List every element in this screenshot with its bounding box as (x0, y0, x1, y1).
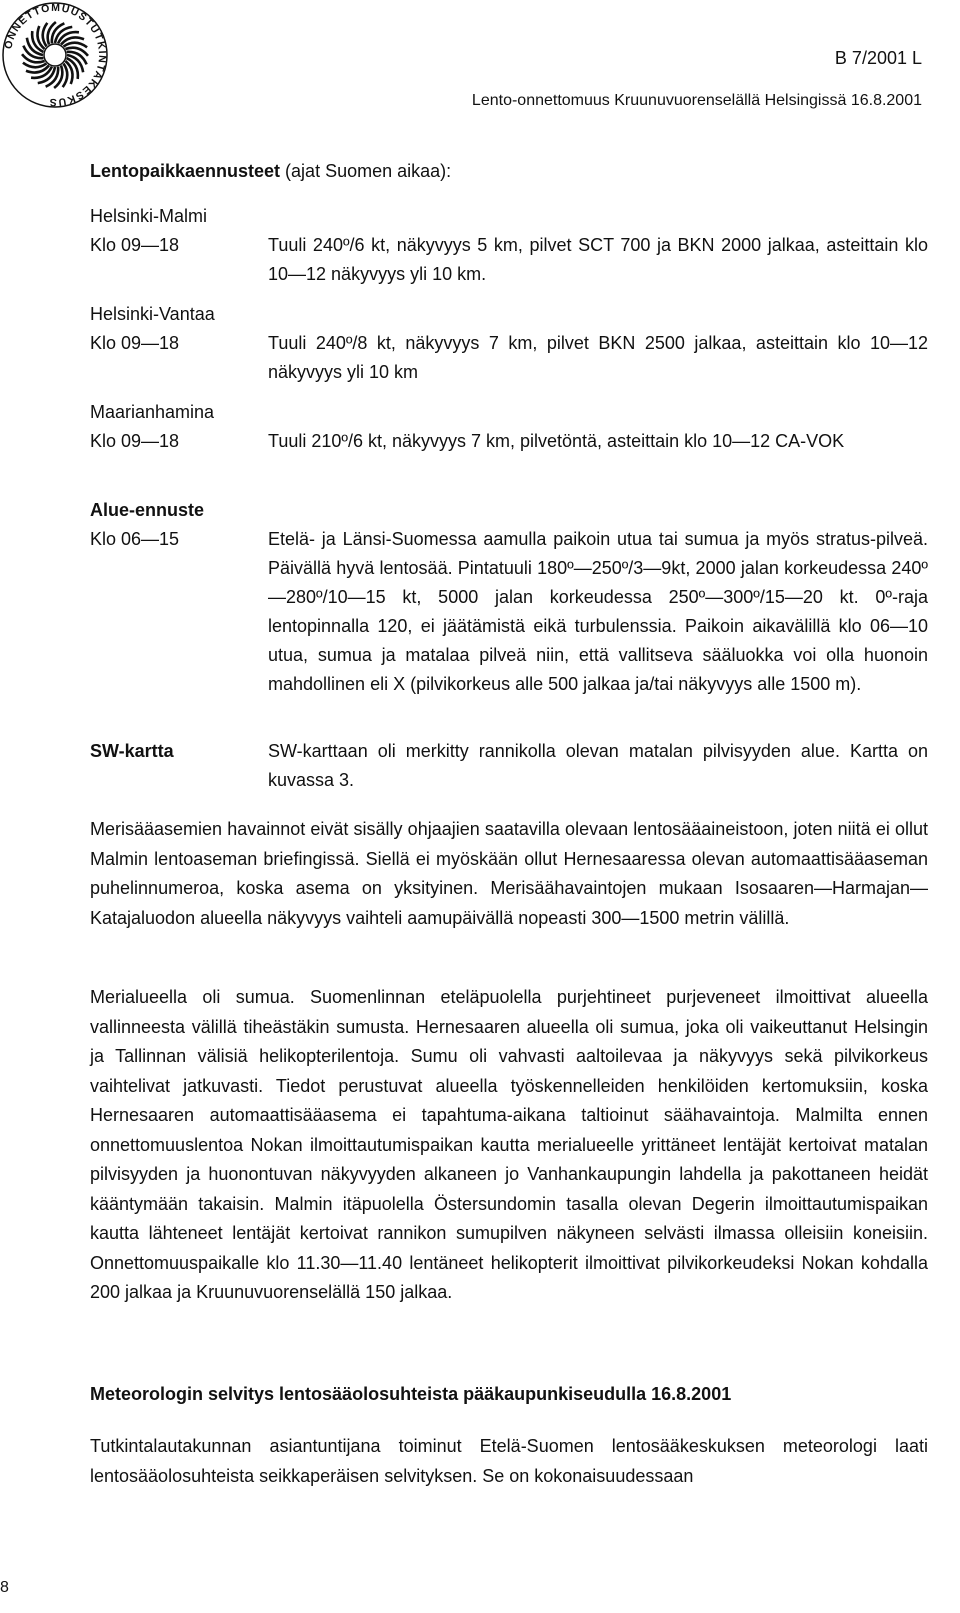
forecast-text-vantaa: Tuuli 240º/8 kt, näkyvyys 7 km, pilvet BKN 2500 jalkaa, asteittain klo 10—12 näkyvyys yli 10 km (268, 333, 928, 382)
svg-text:ONNETTOMUUSTUTKINTAKESKUS: ONNETTOMUUSTUTKINTAKESKUS (2, 1, 109, 109)
paragraph-meteorologist: Tutkintalautakunnan asiantuntijana toiminut Etelä-Suomen lentosääkeskuksen meteorologi laati lentosääolosuhteista seikkaperäisen selvityksen. Se on kokonaisuudessaan (90, 1436, 928, 1486)
accident-investigation-board-seal (0, 0, 110, 110)
forecasts-heading-rest: (ajat Suomen aikaa): (280, 161, 452, 181)
paragraph-sea-fog: Merialueella oli sumua. Suomenlinnan eteläpuolella purjehtineet purjeveneet ilmoittivat alueella vallinneesta välillä tiheästäkin sumusta. Hernesaaren alueella oli sumua, joka oli vaikeuttanut Helsingin ja Tallinnan välisiä helikopterilentoja. Sumu oli vahvasti aaltoilevaa ja näkyvyys sekä pilvikorkeus vaihtelivat jatkuvasti. Tiedot perustuvat alueella työskennelleiden henkilöiden kertomuksiin, koska Hernesaaren automaattisääasema ei tapahtuma-aikana taltioinut säähavaintoja. Malmilta ennen onnettomuuslentoa Nokan ilmoittautumispaikan kautta merialueelle yrittäneet lentäjät kertoivat matalan pilvisyyden ja huonontuvan näkyvyyden alkaneen jo Vanhankaupungin lahdella ja pakottaneen heidät kääntymään takaisin. Malmin itäpuolella Östersundomin tasalla olevan Degerin ilmoittautumispaikan kautta lähteneet lentäjät kertoivat rannikon sumupilven näkyneen selvästi ilmassa olleisiin koneisiin. Onnettomuuspaikalle klo 11.30—11.40 lentäneet helikopterit ilmoittivat pilvikorkeudeksi Nokan kohdalla 200 jalkaa ja Kruunuvuorenselällä 150 jalkaa. (90, 987, 928, 1302)
forecast-time-malmi: Klo 09—18 (90, 235, 180, 255)
forecasts-heading (90, 161, 451, 182)
forecast-text-maarianhamina: Tuuli 210º/6 kt, näkyvyys 7 km, pilvetöntä, asteittain klo 10—12 CA-VOK (268, 431, 845, 451)
report-id: B 7/2001 L (834, 48, 922, 68)
forecasts-heading-bold: Lentopaikkaennusteet (90, 161, 281, 181)
forecast-time-maarianhamina: Klo 09—18 (90, 431, 180, 451)
forecast-text-sw-map: SW-karttaan oli merkitty rannikolla olevan matalan pilvisyyden alue. Kartta on kuvassa 3. (268, 741, 928, 790)
forecast-place-malmi: Helsinki-Malmi (90, 206, 208, 226)
report-title: Lento-onnettomuus Kruunuvuorenselällä Helsingissä 16.8.2001 (471, 92, 922, 109)
forecast-text-malmi: Tuuli 240º/6 kt, näkyvyys 5 km, pilvet SCT 700 ja BKN 2000 jalkaa, asteittain klo 10—12 näkyvyys yli 10 km. (268, 235, 928, 284)
meteorologist-heading: Meteorologin selvitys lentosääolosuhteista pääkaupunkiseudulla 16.8.2001 (90, 1384, 732, 1404)
forecast-place-vantaa: Helsinki-Vantaa (90, 304, 215, 324)
forecast-place-maarianhamina: Maarianhamina (90, 402, 215, 422)
paragraph-observations: Merisääasemien havainnot eivät sisälly ohjaajien saatavilla olevaan lentosääaineistoon, joten niitä ei ollut Malmin lentoaseman briefingissä. Siellä ei myöskään ollut Hernesaaressa olevan automaattisääaseman puhelinnumeroa, koska asema on yksityinen. Merisäähavaintojen mukaan Isosaaren—Harmajan—Katajaluodon alueella näkyvyys vaihteli aamupäivällä nopeasti 300—1500 metrin välillä. (90, 819, 928, 928)
page-number: 8 (0, 1579, 9, 1596)
forecast-time-area: Klo 06—15 (90, 529, 180, 549)
forecast-place-sw-map: SW-kartta (90, 741, 174, 761)
forecast-time-vantaa: Klo 09—18 (90, 333, 180, 353)
forecast-text-area: Etelä- ja Länsi-Suomessa aamulla paikoin utua tai sumua ja myös stratus-pilveä. Päivällä hyvä lentosää. Pintatuuli 180º—250º/3—9kt, 2000 jalan korkeudessa 240º—280º/10—15 kt, 5000 jalan korkeudessa 250º—300º/15—20 kt. 0º-raja lentopinnalla 120, ei jäätämistä eikä turbulenssia. Paikoin aikavälillä klo 06—10 utua, sumua ja matalaa pilveä niin, että vallitseva sääluokka voi olla huonoin mahdollinen eli X (pilvikorkeus alle 500 jalkaa ja/tai näkyvyys alle 1500 m). (268, 529, 928, 694)
forecast-place-area: Alue-ennuste (90, 500, 205, 520)
